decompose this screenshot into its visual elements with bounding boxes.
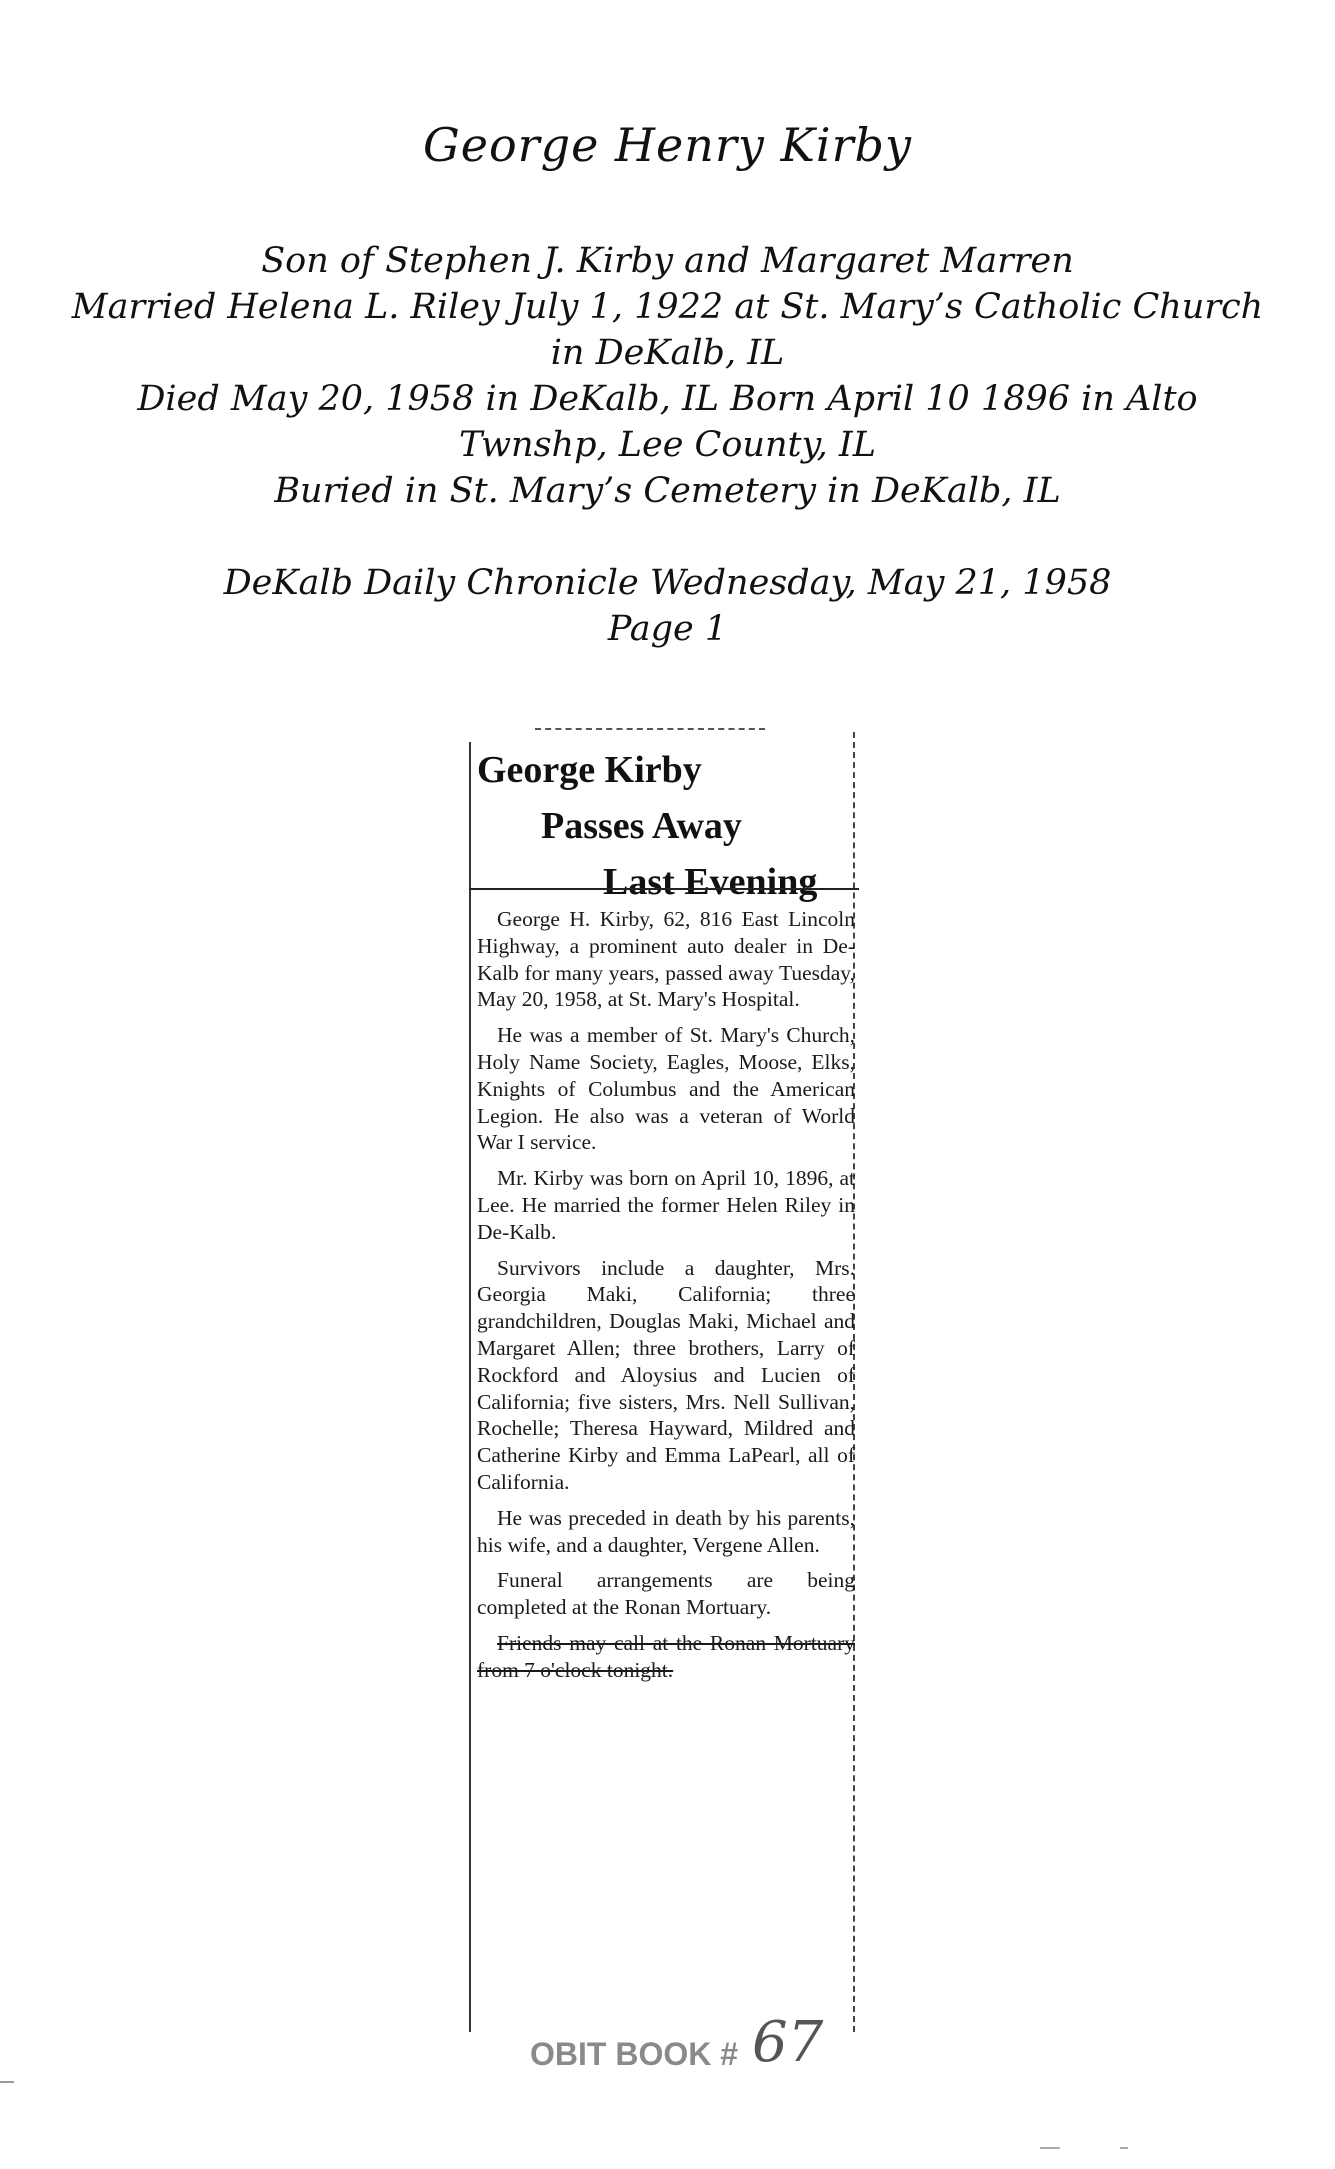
headline-line-1: George Kirby (477, 749, 702, 791)
obituary-paragraph: He was preceded in death by his parents, his wife, and a daughter, Vergene Allen. (477, 1505, 855, 1557)
obituary-paragraph: Survivors include a daughter, Mrs. Georgia Maki, California; three grandchildren, Douglas Maki, Michael and Margaret Allen; three brothers, Larry of Rockford and Aloysius and Lucien of California; five sisters, Mrs. Nell Sullivan, Rochelle; Theresa Hayward, Mildred and Catherine Kirby and Emma LaPearl, all of California. (477, 1255, 855, 1494)
obit-book-stamp: OBIT BOOK # (530, 2036, 739, 2072)
page-line: Page 1 (607, 609, 728, 649)
bio-line-parents: Son of Stephen J. Kirby and Margaret Marren (261, 241, 1074, 281)
obit-book-number: 67 (752, 2010, 824, 2075)
headline-line-2: Passes Away (541, 805, 742, 847)
page-title: George Henry Kirby (422, 118, 912, 172)
headline-line-3: Last Evening (603, 861, 818, 903)
bio-line-birth-place: Twnshp, Lee County, IL (459, 425, 876, 465)
bio-line-burial: Buried in St. Mary’s Cemetery in DeKalb, IL (274, 471, 1061, 511)
obituary-paragraph: He was a member of St. Mary's Church, Holy Name Society, Eagles, Moose, Elks, Knights of Columbus and the American Legion. He also was a veteran of World War I service. (477, 1023, 855, 1155)
obituary-paragraph: George H. Kirby, 62, 816 East Lincoln Highway, a prominent auto dealer in De-Kalb for many years, passed away Tuesday, May 20, 1958, at St. Mary's Hospital. (477, 907, 855, 1012)
obituary-paragraph: Mr. Kirby was born on April 10, 1896, at Lee. He married the former Helen Riley in De-Kalb. (477, 1166, 855, 1244)
bio-line-marriage-place: in DeKalb, IL (550, 333, 785, 373)
obituary-paragraph: Funeral arrangements are being completed at the Ronan Mortuary. (477, 1568, 855, 1620)
source-line: DeKalb Daily Chronicle Wednesday, May 21, 1958 (223, 563, 1112, 603)
obituary-paragraph: Friends may call at the Ronan Mortuary from 7 o'clock tonight. (477, 1630, 855, 1682)
bio-line-death-birth: Died May 20, 1958 in DeKalb, IL Born April 10 1896 in Alto (137, 379, 1198, 419)
bio-line-marriage: Married Helena L. Riley July 1, 1922 at St. Mary’s Catholic Church (71, 287, 1264, 327)
